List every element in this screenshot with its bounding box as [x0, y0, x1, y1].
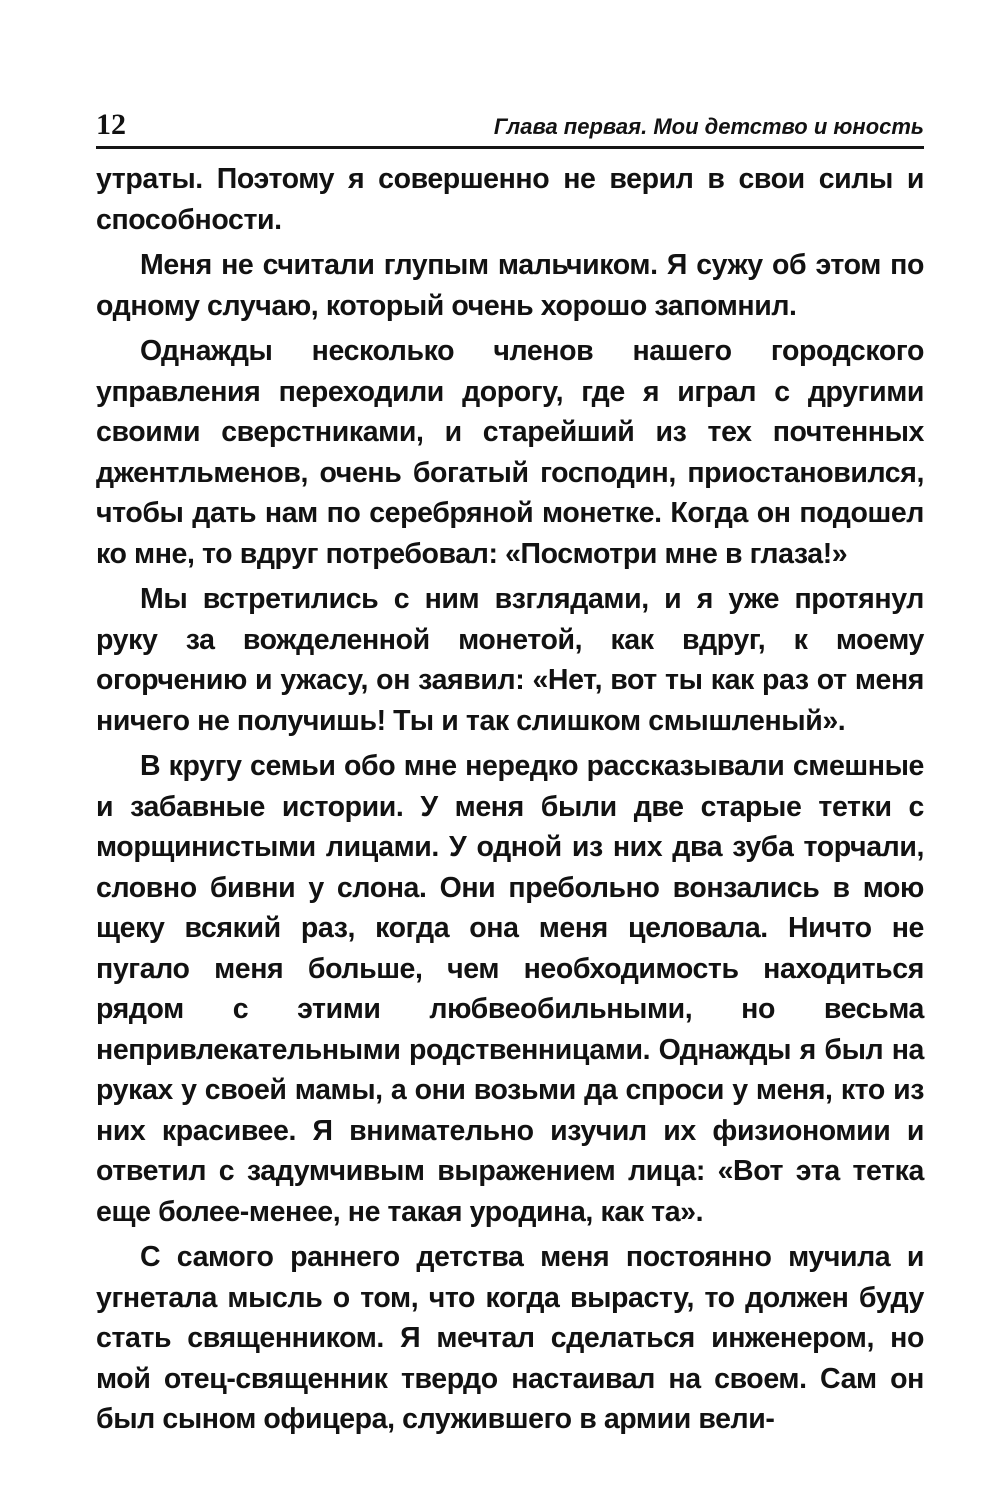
paragraph: С самого раннего детства меня постоянно мучила и угнетала мысль о том, что когда вырасту, то должен буду стать священником. Я мечтал сделаться инженером, но мой отец-священник твердо настаивал на своем. Сам он был сыном офицера, служившего в армии вели-	[96, 1241, 924, 1435]
paragraph: Мы встретились с ним взглядами, и я уже протянул руку за вожделенной монетой, как вдруг, к моему огорчению и ужасу, он заявил: «Нет, вот ты как раз от меня ничего не получишь! Ты и так слишком смышленый».	[96, 583, 924, 737]
page-number: 12	[96, 108, 126, 141]
book-page	[96, 108, 924, 1440]
paragraph-continuation: утраты. Поэтому я совершенно не верил в свои силы и способности.	[96, 163, 924, 236]
paragraph: Однажды несколько членов нашего городского управления переходили дорогу, где я играл с другими своими сверстниками, и старейший из тех почтенных джентльменов, очень богатый господин, приостановился, чтобы дать нам по серебряной монетке. Когда он подошел ко мне, то вдруг потребовал: «Посмотри мне в глаза!»	[96, 335, 924, 570]
paragraph: В кругу семьи обо мне нередко рассказывали смешные и забавные истории. У меня были две старые тетки с морщинистыми лицами. У одной из них два зуба торчали, словно бивни у слона. Они пребольно вонзались в мою щеку всякий раз, когда она меня целовала. Ничто не пугало меня больше, чем необходимость находиться рядом с этими любвеобильными, но весьма непривлекательными родственницами. Однажды я был на руках у своей мамы, а они возьми да спроси у меня, кто из них красивее. Я внимательно изучил их физиономии и ответил с задумчивым выражением лица: «Вот эта тетка еще более-менее, не такая уродина, как та».	[96, 750, 924, 1228]
chapter-title: Глава первая. Мои детство и юность	[493, 114, 924, 139]
paragraph: Меня не считали глупым мальчиком. Я сужу об этом по одному случаю, который очень хорошо запомнил.	[96, 249, 924, 322]
running-header	[96, 108, 924, 149]
body-text	[96, 159, 924, 1440]
